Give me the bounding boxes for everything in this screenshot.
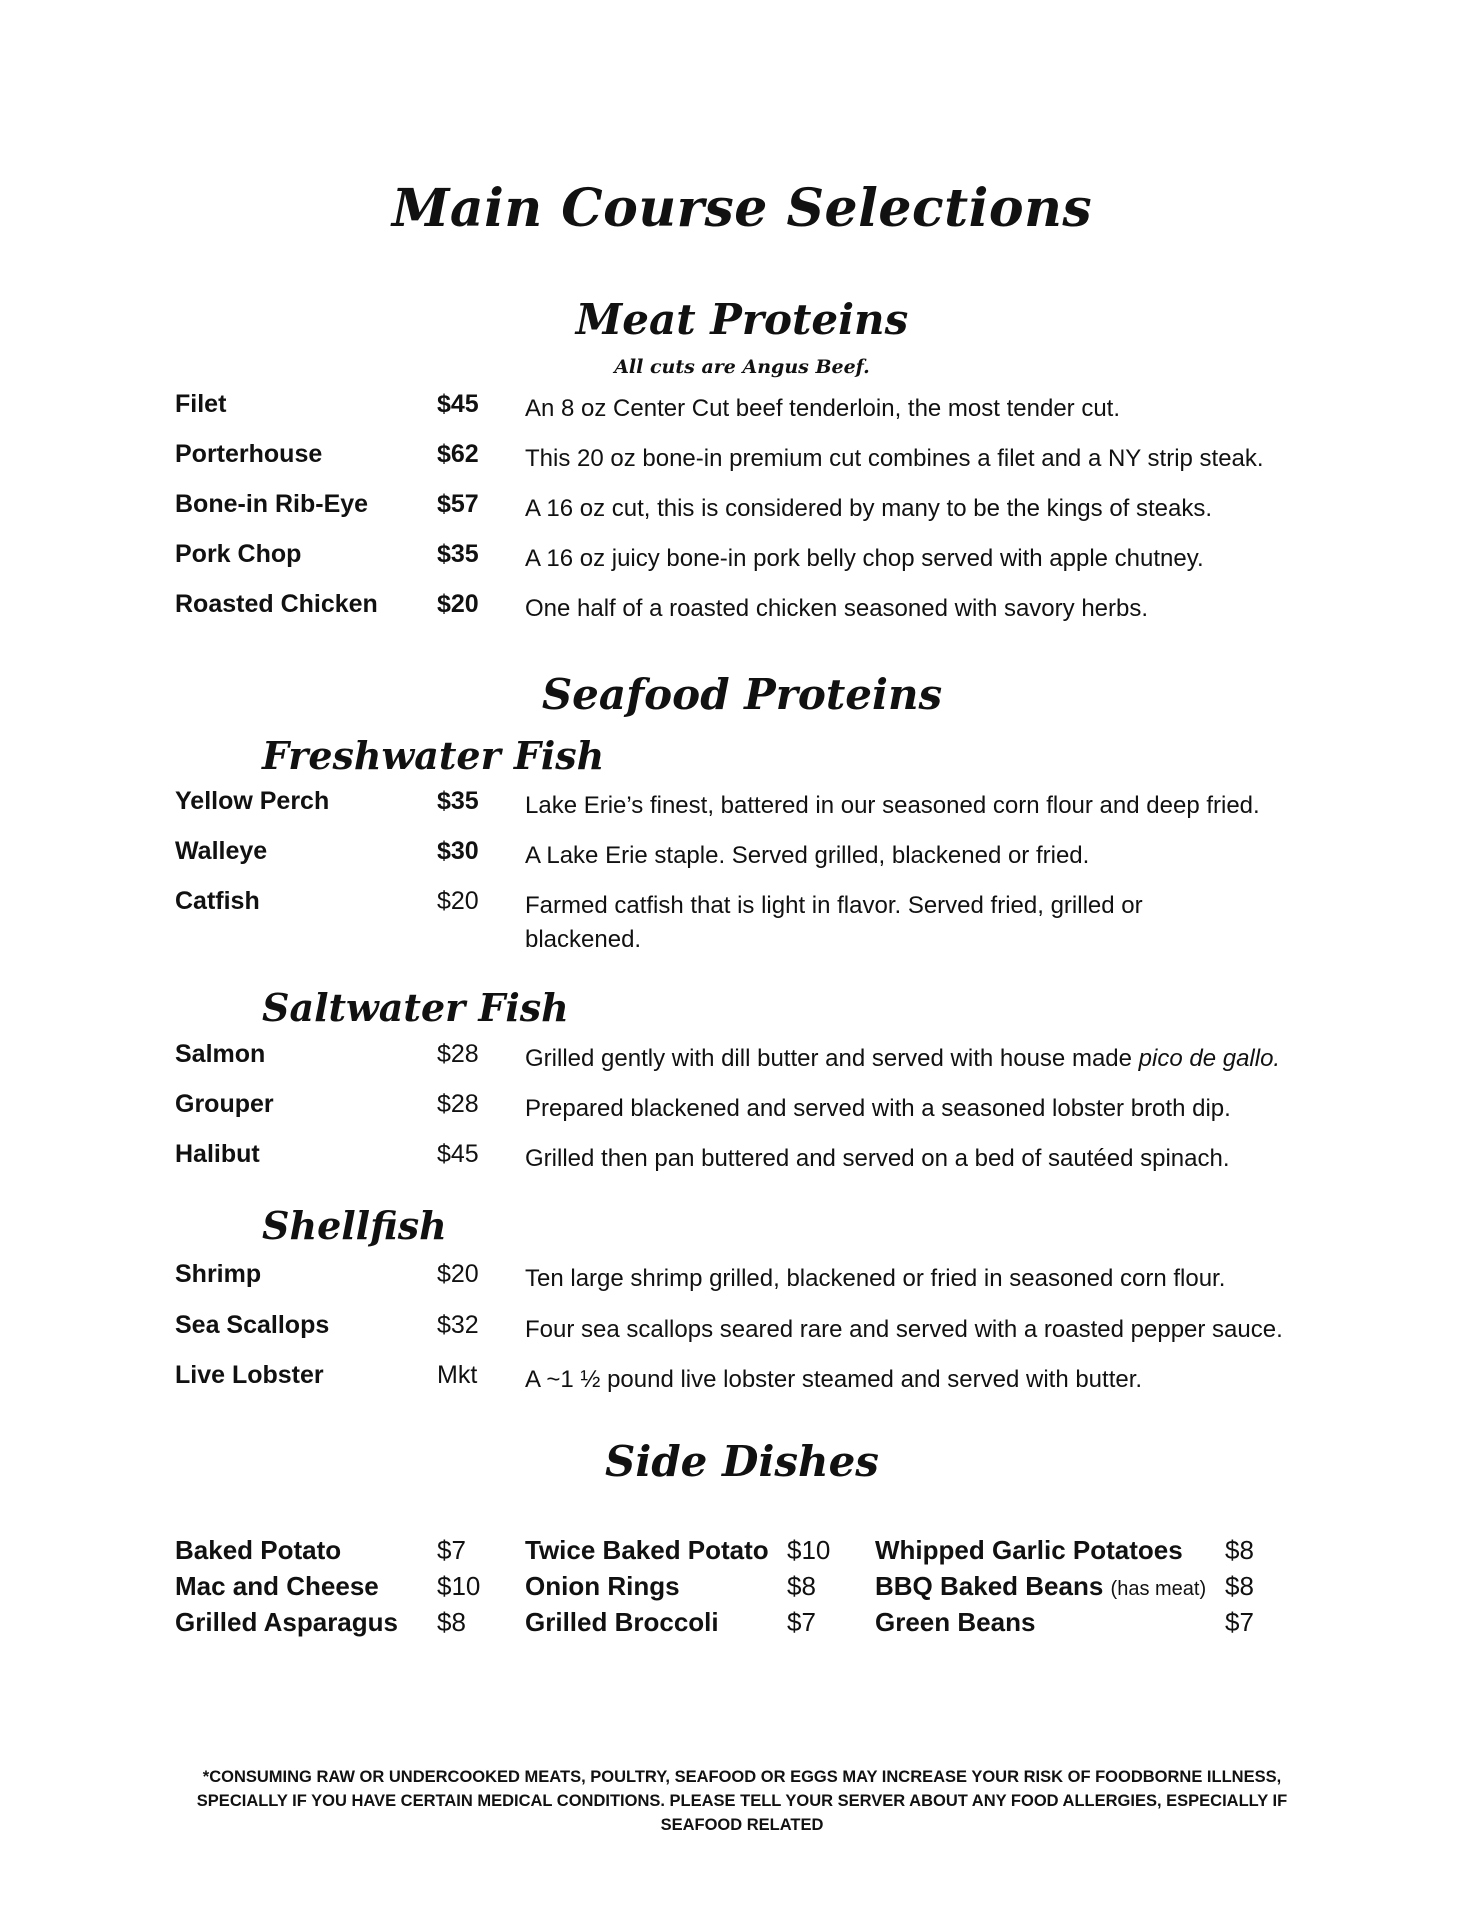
item-name: Grouper xyxy=(175,1090,274,1118)
side-item xyxy=(525,1535,875,1571)
menu-item xyxy=(175,1040,1325,1090)
side-price: $7 xyxy=(437,1535,466,1565)
item-name: Live Lobster xyxy=(175,1361,324,1389)
item-price: $20 xyxy=(437,887,479,915)
menu-item xyxy=(175,1140,1325,1190)
side-item xyxy=(175,1571,525,1607)
item-name: Catfish xyxy=(175,887,260,915)
item-name: Salmon xyxy=(175,1040,266,1068)
item-price: $28 xyxy=(437,1040,479,1068)
menu-item xyxy=(175,490,1325,540)
menu-item xyxy=(175,837,1325,887)
side-item xyxy=(875,1571,1325,1607)
item-name: Shrimp xyxy=(175,1260,262,1288)
item-price: $45 xyxy=(437,1140,479,1168)
item-price: $28 xyxy=(437,1090,479,1118)
item-name: Walleye xyxy=(175,837,268,865)
side-name: Green Beans xyxy=(875,1607,1036,1637)
item-desc-italic: pico de gallo. xyxy=(1138,1045,1281,1072)
item-desc: An 8 oz Center Cut beef tenderloin, the most tender cut. xyxy=(525,395,1121,422)
item-name: Roasted Chicken xyxy=(175,590,378,618)
meat-note: All cuts are Angus Beef. xyxy=(614,356,870,378)
menu-item xyxy=(175,1311,1325,1361)
item-price: Mkt xyxy=(437,1361,478,1389)
side-price: $8 xyxy=(437,1607,466,1637)
side-price: $7 xyxy=(1225,1607,1254,1637)
side-item xyxy=(875,1607,1325,1643)
side-name: Mac and Cheese xyxy=(175,1571,379,1601)
side-name: Baked Potato xyxy=(175,1535,342,1565)
item-desc: Farmed catfish that is light in flavor. Served fried, grilled or blackened. xyxy=(525,892,1143,953)
item-desc: One half of a roasted chicken seasoned with savory herbs. xyxy=(525,595,1149,622)
menu-item xyxy=(175,787,1325,837)
item-name: Pork Chop xyxy=(175,540,302,568)
item-price: $20 xyxy=(437,590,479,618)
side-price: $8 xyxy=(1225,1571,1254,1601)
sides-heading: Side Dishes xyxy=(605,1437,879,1486)
item-desc: A 16 oz cut, this is considered by many to be the kings of steaks. xyxy=(525,495,1213,522)
item-price: $30 xyxy=(437,837,479,865)
menu-item xyxy=(175,887,1325,957)
saltwater-heading: Saltwater Fish xyxy=(262,985,569,1030)
side-item xyxy=(525,1607,875,1643)
side-price: $8 xyxy=(1225,1535,1254,1565)
food-safety-disclaimer: *CONSUMING RAW OR UNDERCOOKED MEATS, POULTRY, SEAFOOD OR EGGS MAY INCREASE YOUR RISK OF FOODBORNE ILLNESS, SPECIALLY IF YOU HAVE CERTAIN MEDICAL CONDITIONS. PLEASE TELL YOUR SERVER ABOUT ANY FOOD ALLERGIES, ESPECIALLY IF SEAFOOD RELATED xyxy=(196,1768,1288,1834)
side-name: Twice Baked Potato xyxy=(525,1535,769,1565)
side-name: Onion Rings xyxy=(525,1571,680,1601)
side-price: $10 xyxy=(787,1535,831,1565)
side-name: Whipped Garlic Potatoes xyxy=(875,1535,1183,1565)
item-desc: Lake Erie’s finest, battered in our seasoned corn flour and deep fried. xyxy=(525,792,1260,819)
side-price: $7 xyxy=(787,1607,816,1637)
side-name: Grilled Asparagus xyxy=(175,1607,398,1637)
menu-item xyxy=(175,1260,1325,1310)
menu-item xyxy=(175,590,1325,640)
item-desc: A ~1 ½ pound live lobster steamed and served with butter. xyxy=(525,1366,1143,1393)
item-price: $20 xyxy=(437,1260,479,1288)
item-desc xyxy=(525,1042,1315,1076)
item-price: $62 xyxy=(437,440,479,468)
item-name: Bone-in Rib-Eye xyxy=(175,490,369,518)
item-desc-text: Grilled gently with dill butter and served with house made xyxy=(525,1045,1139,1072)
menu-item xyxy=(175,540,1325,590)
freshwater-heading: Freshwater Fish xyxy=(262,733,605,778)
side-item xyxy=(175,1607,525,1643)
item-price: $45 xyxy=(437,390,479,418)
shellfish-heading: Shellfish xyxy=(262,1203,447,1248)
item-name: Sea Scallops xyxy=(175,1311,330,1339)
item-name: Yellow Perch xyxy=(175,787,330,815)
item-price: $32 xyxy=(437,1311,479,1339)
menu-item xyxy=(175,1090,1325,1140)
item-desc: Grilled then pan buttered and served on a bed of sautéed spinach. xyxy=(525,1145,1230,1172)
menu-item xyxy=(175,390,1325,440)
menu-item xyxy=(175,440,1325,490)
side-name xyxy=(875,1571,1206,1602)
menu-item xyxy=(175,1361,1325,1411)
side-name: Grilled Broccoli xyxy=(525,1607,719,1637)
side-item xyxy=(525,1571,875,1607)
item-price: $35 xyxy=(437,787,479,815)
item-desc: Prepared blackened and served with a seasoned lobster broth dip. xyxy=(525,1095,1231,1122)
item-desc: Four sea scallops seared rare and served with a roasted pepper sauce. xyxy=(525,1316,1283,1343)
item-desc: Ten large shrimp grilled, blackened or fried in seasoned corn flour. xyxy=(525,1265,1226,1292)
side-price: $8 xyxy=(787,1571,816,1601)
side-name-text: BBQ Baked Beans xyxy=(875,1571,1104,1601)
item-name: Filet xyxy=(175,390,227,418)
item-price: $35 xyxy=(437,540,479,568)
item-name: Halibut xyxy=(175,1140,260,1168)
item-name: Porterhouse xyxy=(175,440,323,468)
side-item xyxy=(175,1535,525,1571)
meat-heading: Meat Proteins xyxy=(575,295,909,344)
seafood-heading: Seafood Proteins xyxy=(541,670,943,719)
item-desc: A 16 oz juicy bone-in pork belly chop served with apple chutney. xyxy=(525,545,1204,572)
item-desc: This 20 oz bone-in premium cut combines a filet and a NY strip steak. xyxy=(525,445,1264,472)
side-dishes xyxy=(175,1535,1325,1655)
side-price: $10 xyxy=(437,1571,481,1601)
side-item xyxy=(875,1535,1325,1571)
item-price: $57 xyxy=(437,490,479,518)
side-note: (has meat) xyxy=(1110,1578,1207,1600)
page-title: Main Course Selections xyxy=(391,178,1093,239)
item-desc: A Lake Erie staple. Served grilled, blackened or fried. xyxy=(525,842,1090,869)
